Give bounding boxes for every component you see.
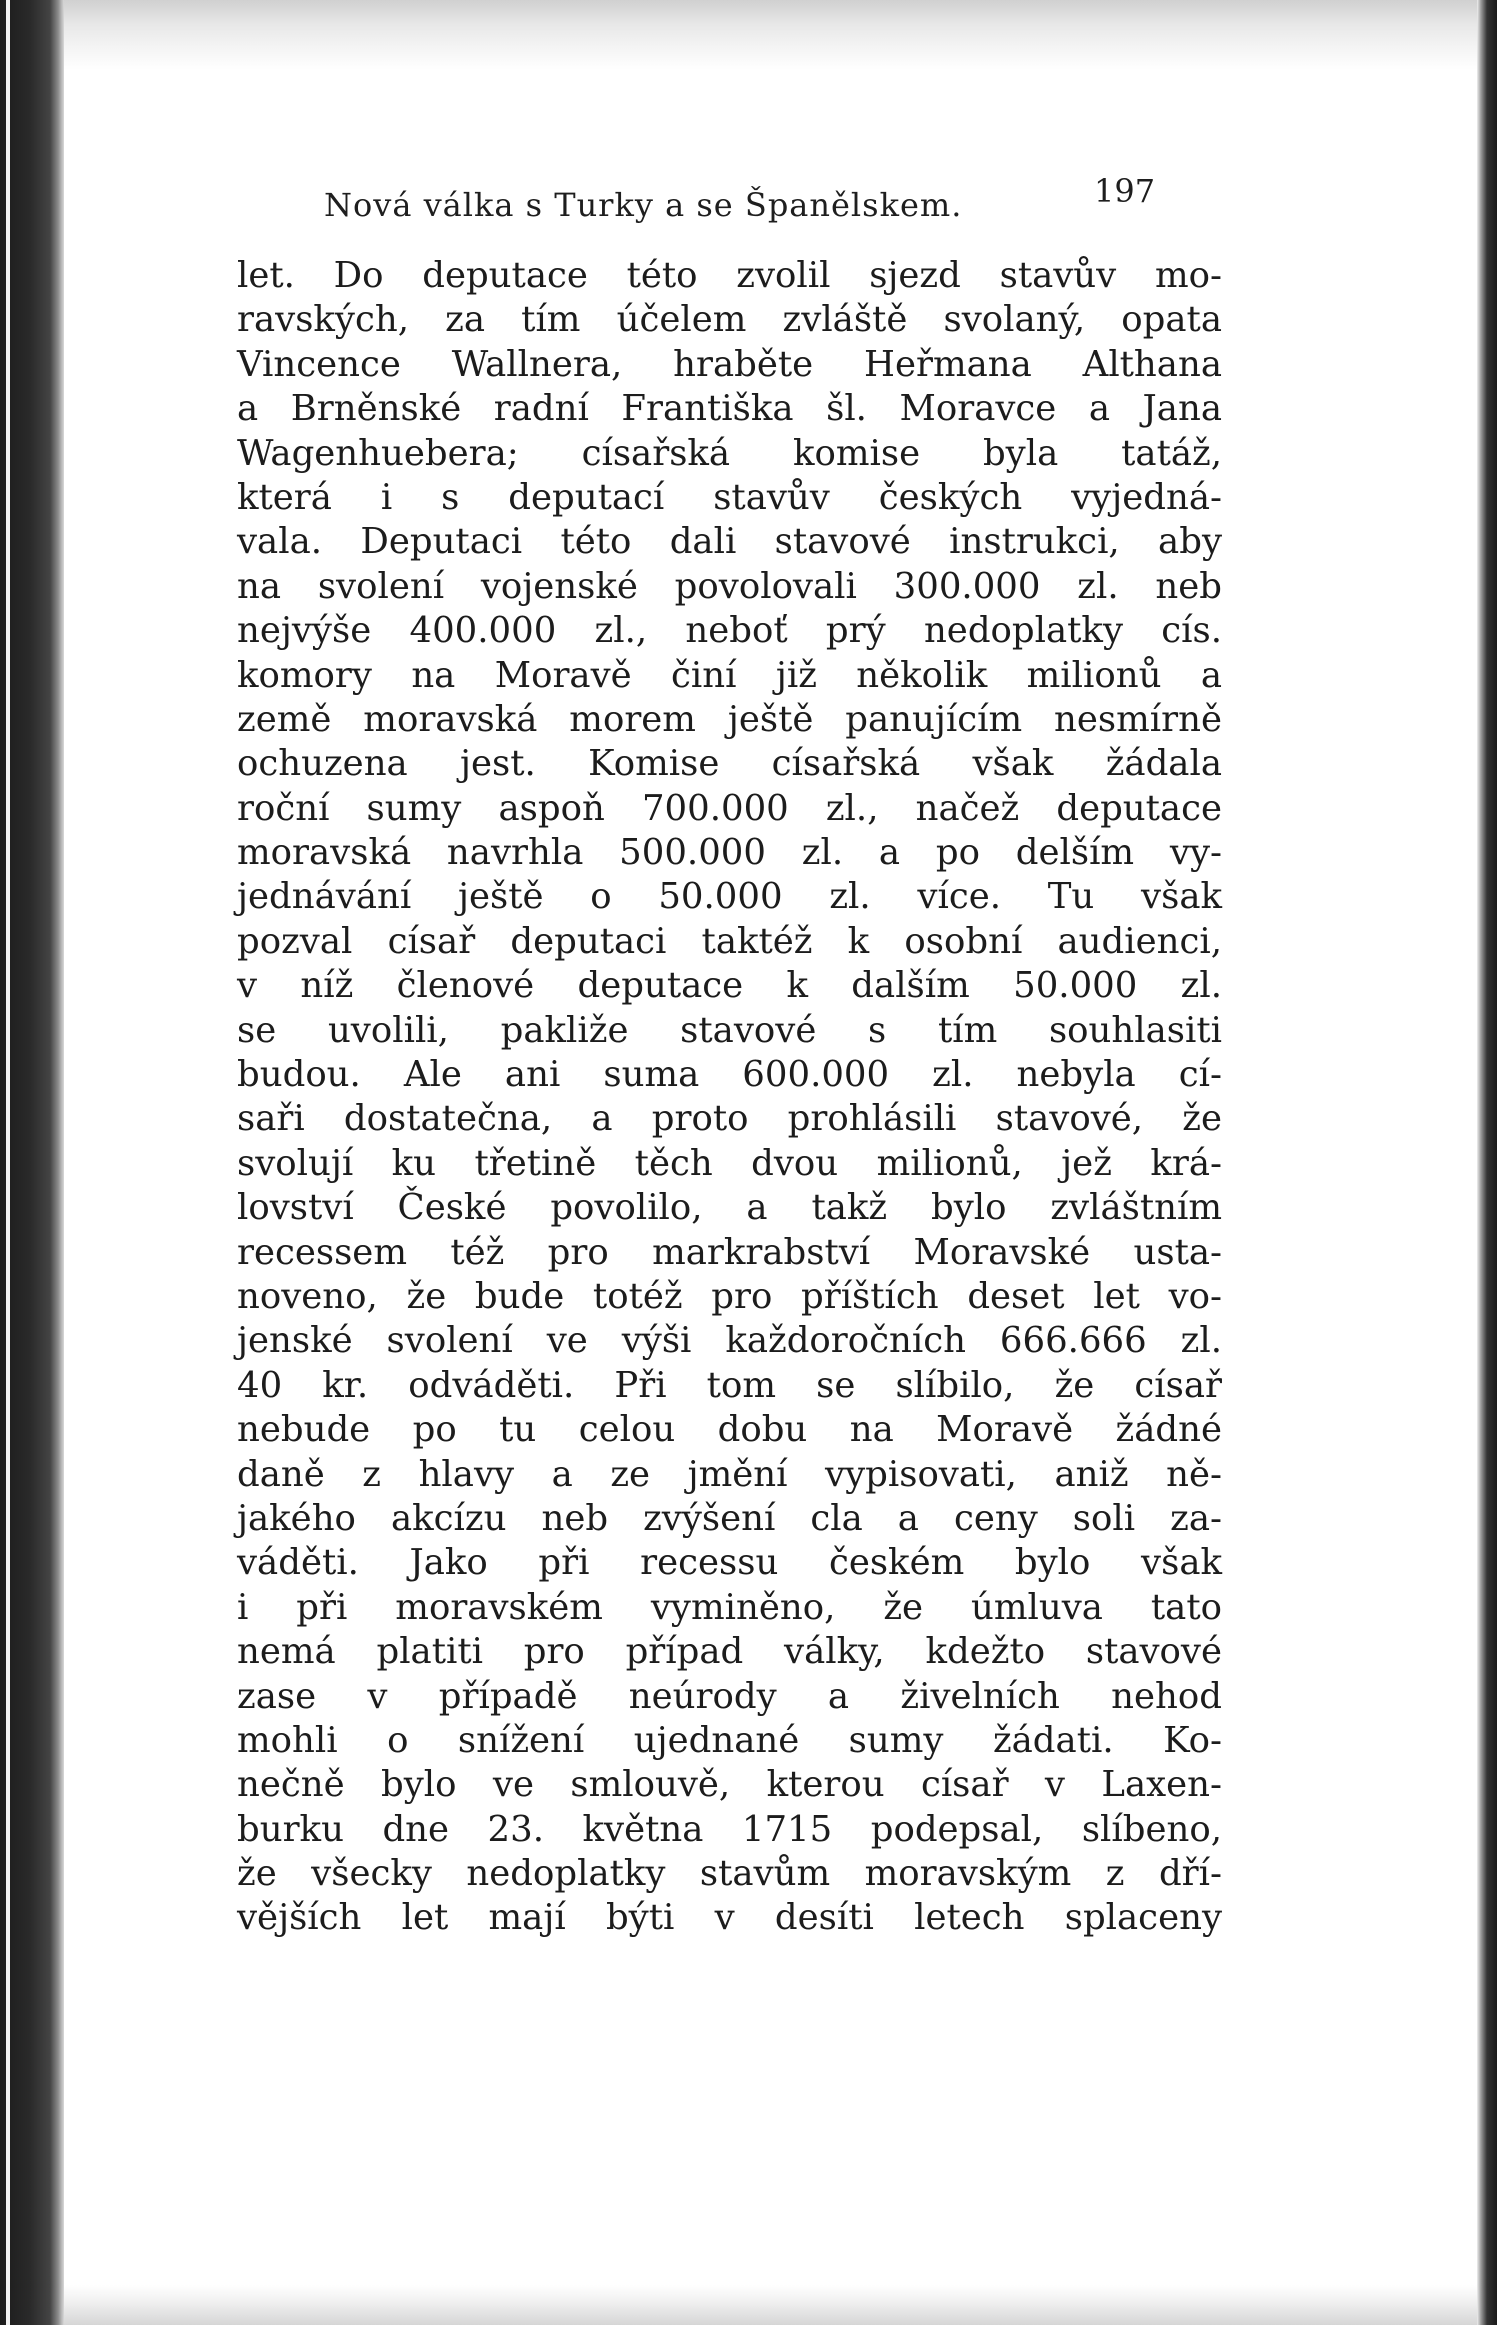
text-line: daně z hlavy a ze jmění vypisovati, aniž ně- (237, 1453, 1222, 1495)
text-line: komory na Moravě činí již několik milionů a (237, 654, 1222, 696)
book-page (64, 0, 1477, 2325)
text-line: že všecky nedoplatky stavům moravským z dří- (237, 1853, 1222, 1895)
text-line: moravská navrhla 500.000 zl. a po delším vy- (237, 832, 1222, 874)
text-line: let. Do deputace této zvolil sjezd stavův mo- (237, 255, 1222, 296)
page-number: 197 (1094, 172, 1156, 210)
text-line: lovství České povolilo, a takž bylo zvláštním (237, 1187, 1222, 1229)
text-line: a Brněnské radní Františka šl. Moravce a Jana (237, 388, 1222, 430)
text-line: nejvýše 400.000 zl., neboť prý nedoplatky cís. (237, 610, 1222, 652)
body-text (237, 254, 1222, 1941)
text-line: recessem též pro markrabství Moravské usta- (237, 1231, 1222, 1273)
scan-edge-right (1477, 0, 1497, 2325)
text-line: nebude po tu celou dobu na Moravě žádné (237, 1409, 1222, 1451)
text-line: budou. Ale ani suma 600.000 zl. nebyla cí- (237, 1054, 1222, 1096)
text-line: která i s deputací stavův českých vyjedná- (237, 476, 1222, 518)
text-line: 40 kr. odváděti. Při tom se slíbilo, že císař (237, 1364, 1222, 1406)
text-line: roční sumy aspoň 700.000 zl., načež deputace (237, 787, 1222, 829)
text-line: jakého akcízu neb zvýšení cla a ceny soli za- (237, 1497, 1222, 1539)
scan-edge-left (0, 0, 64, 2325)
text-line: se uvolili, pakliže stavové s tím souhlasiti (237, 1009, 1222, 1051)
text-line: Vincence Wallnera, hraběte Heřmana Althana (237, 343, 1222, 385)
text-line: v níž členové deputace k dalším 50.000 zl. (237, 965, 1222, 1007)
text-line: saři dostatečna, a proto prohlásili stavové, že (237, 1098, 1222, 1140)
text-line: Wagenhuebera; císařská komise byla tatáž, (237, 432, 1222, 474)
running-title: Nová válka s Turky a se Španělskem. (324, 186, 963, 224)
text-line: váděti. Jako při recessu českém bylo však (237, 1542, 1222, 1584)
text-line: noveno, že bude totéž pro příštích deset let vo- (237, 1275, 1222, 1317)
text-line: nečně bylo ve smlouvě, kterou císař v Laxen- (237, 1764, 1222, 1806)
text-line: vějších let mají býti v desíti letech splaceny (237, 1897, 1222, 1939)
text-line: na svolení vojenské povolovali 300.000 zl. neb (237, 565, 1222, 607)
text-line: nemá platiti pro případ války, kdežto stavové (237, 1631, 1222, 1673)
text-line: burku dne 23. května 1715 podepsal, slíbeno, (237, 1808, 1222, 1850)
text-line: ochuzena jest. Komise císařská však žádala (237, 743, 1222, 785)
text-line: země moravská morem ještě panujícím nesmírně (237, 698, 1222, 740)
text-line: jednávání ještě o 50.000 zl. více. Tu však (237, 876, 1222, 918)
text-line: pozval císař deputaci taktéž k osobní audienci, (237, 920, 1222, 962)
text-line: zase v případě neúrody a živelních nehod (237, 1675, 1222, 1717)
text-line: vala. Deputaci této dali stavové instrukci, aby (237, 521, 1222, 563)
text-line: i při moravském vyminěno, že úmluva tato (237, 1586, 1222, 1628)
text-line: jenské svolení ve výši každoročních 666.666 zl. (237, 1320, 1222, 1362)
text-line: svolují ku třetině těch dvou milionů, jež krá- (237, 1142, 1222, 1184)
text-line: ravských, za tím účelem zvláště svolaný, opata (237, 299, 1222, 341)
text-line: mohli o snížení ujednané sumy žádati. Ko- (237, 1719, 1222, 1761)
